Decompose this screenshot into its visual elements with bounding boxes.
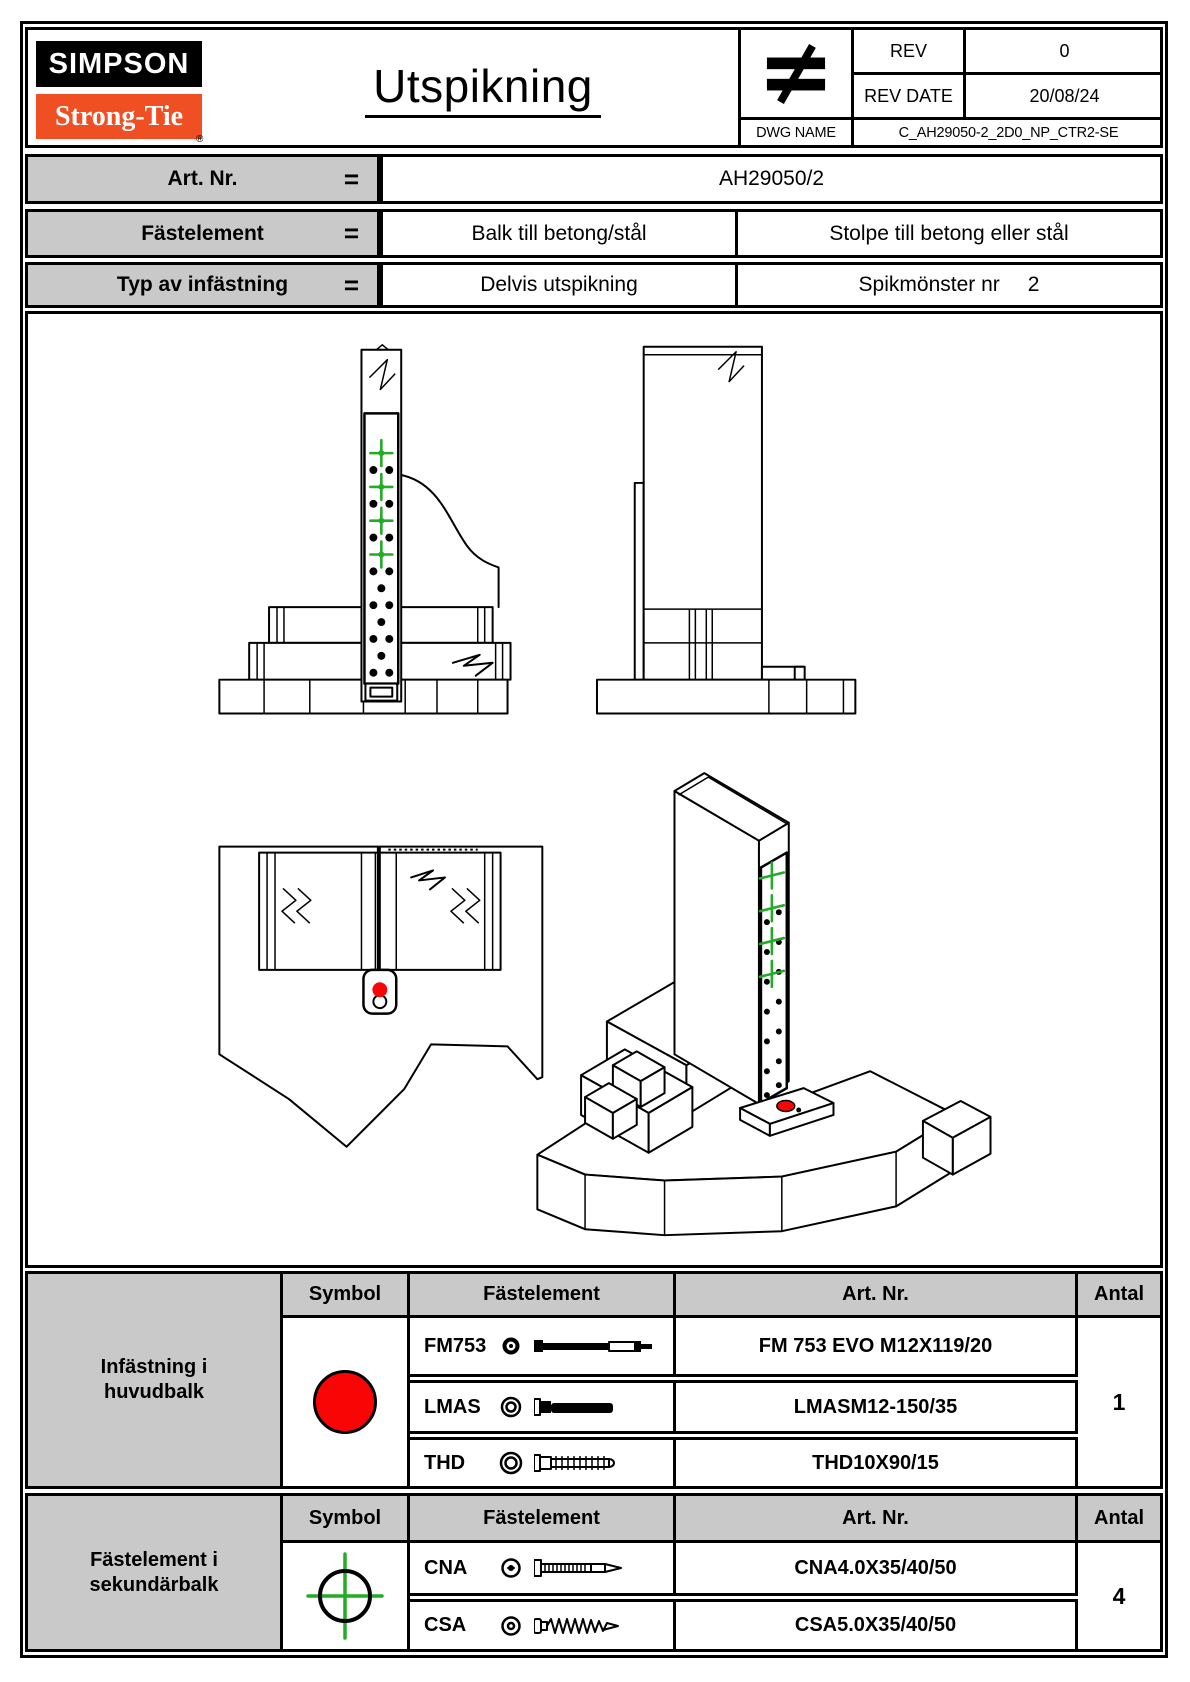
equals-sign: = bbox=[343, 269, 359, 300]
drawing-views bbox=[28, 314, 1160, 1265]
symbol-header: Symbol bbox=[283, 1496, 410, 1543]
lmas-bolt-icon bbox=[534, 1394, 656, 1420]
main-symbol-cell bbox=[283, 1318, 410, 1486]
fastener-row-lmas bbox=[410, 1380, 676, 1434]
revdate-label: REV DATE bbox=[851, 75, 963, 120]
post-side bbox=[644, 347, 762, 680]
fastener-right-cell bbox=[735, 209, 1163, 258]
logo-simpson-text: SIMPSON bbox=[36, 41, 202, 87]
cna-washer-icon bbox=[498, 1555, 524, 1581]
type-label-cell bbox=[25, 262, 380, 308]
dwgname-label: DWG NAME bbox=[756, 124, 836, 141]
fastener-name: THD bbox=[424, 1451, 466, 1474]
artnr-value-lmas: LMASM12-150/35 bbox=[676, 1380, 1078, 1434]
isometric-view bbox=[537, 773, 990, 1235]
equals-sign: = bbox=[343, 218, 359, 248]
thd-washer-icon bbox=[498, 1450, 524, 1476]
thd-screw-anchor-icon bbox=[534, 1450, 656, 1476]
fastener-row-thd bbox=[410, 1437, 676, 1486]
fastener-left-value: Balk till betong/stål bbox=[471, 221, 647, 245]
revdate-value: 20/08/24 bbox=[963, 75, 1163, 120]
artnr-value-cna: CNA4.0X35/40/50 bbox=[676, 1543, 1078, 1596]
fastener-name: FM753 bbox=[424, 1334, 487, 1357]
artnr-value: AH29050/2 bbox=[718, 167, 825, 190]
artnr-value-cell bbox=[380, 154, 1163, 204]
main-table-label-cell bbox=[28, 1274, 283, 1486]
logo-strongtie-text: Strong-Tie bbox=[36, 94, 202, 139]
type-label: Typ av infästning bbox=[116, 273, 289, 296]
equals-sign: = bbox=[343, 163, 359, 194]
secondary-fastener-table bbox=[25, 1493, 1163, 1652]
dwgname-value: C_AH29050-2_2D0_NP_CTR2-SE bbox=[851, 120, 1163, 145]
fastener-row-csa bbox=[410, 1599, 676, 1649]
artnr-label-cell bbox=[25, 154, 380, 204]
registered-mark: ® bbox=[196, 134, 204, 145]
csa-washer-icon bbox=[498, 1613, 524, 1639]
type-left-cell bbox=[380, 262, 738, 308]
fastener-row-cna bbox=[410, 1543, 676, 1596]
page-title: Utspikning bbox=[365, 59, 601, 118]
not-equal-cell bbox=[741, 30, 851, 120]
rev-value: 0 bbox=[963, 30, 1163, 75]
secondary-table-label-cell bbox=[28, 1496, 283, 1649]
cna-nail-icon bbox=[534, 1555, 656, 1581]
fastener-header: Fästelement bbox=[410, 1496, 676, 1543]
page-title-wrap bbox=[308, 52, 658, 124]
main-fastener-table bbox=[25, 1271, 1163, 1489]
green-crosshair-icon bbox=[303, 1551, 387, 1641]
red-circle-icon bbox=[313, 1370, 377, 1434]
drawing-area bbox=[25, 311, 1163, 1268]
fastener-label-cell bbox=[25, 209, 380, 258]
type-left-value: Delvis utspikning bbox=[480, 273, 638, 296]
main-qty-cell: 1 bbox=[1112, 1388, 1126, 1415]
fastener-name: CNA bbox=[424, 1556, 468, 1579]
main-table-label-2: huvudbalk bbox=[103, 1381, 204, 1403]
fastener-name: LMAS bbox=[424, 1395, 481, 1418]
pattern-label: Spikmönster nr bbox=[858, 273, 1000, 296]
secondary-table-label-2: sekundärbalk bbox=[89, 1573, 219, 1596]
side-view bbox=[597, 347, 855, 714]
iso-anchor-bolt-red bbox=[777, 1101, 795, 1112]
fm753-bolt-icon bbox=[534, 1333, 656, 1359]
simpson-strongtie-logo bbox=[36, 41, 204, 145]
anchor-bolt-marker-red bbox=[372, 982, 387, 997]
plan-view bbox=[219, 847, 542, 1147]
artnr-header: Art. Nr. bbox=[676, 1496, 1078, 1543]
not-equal-icon bbox=[765, 43, 827, 105]
title-block bbox=[738, 30, 1160, 145]
secondary-symbol-cell bbox=[283, 1543, 410, 1649]
csa-screw-icon bbox=[534, 1613, 656, 1639]
fastener-label: Fästelement bbox=[141, 221, 264, 245]
fm753-washer-icon bbox=[498, 1333, 524, 1359]
secondary-qty-cell: 4 bbox=[1112, 1582, 1126, 1609]
artnr-value-fm753: FM 753 EVO M12X119/20 bbox=[676, 1318, 1078, 1377]
lmas-washer-icon bbox=[498, 1394, 524, 1420]
rev-label: REV bbox=[851, 30, 963, 75]
artnr-value-csa: CSA5.0X35/40/50 bbox=[676, 1599, 1078, 1649]
fastener-right-value: Stolpe till betong eller stål bbox=[829, 221, 1069, 245]
fastener-row-fm753 bbox=[410, 1318, 676, 1377]
pattern-cell bbox=[735, 262, 1163, 308]
qty-header: Antal bbox=[1078, 1496, 1160, 1543]
header-bar bbox=[25, 27, 1163, 148]
artnr-label: Art. Nr. bbox=[167, 167, 238, 190]
iso-nail-plate bbox=[761, 853, 787, 1103]
artnr-value-thd: THD10X90/15 bbox=[676, 1437, 1078, 1486]
pattern-number: 2 bbox=[1027, 273, 1040, 296]
symbol-header: Symbol bbox=[283, 1274, 410, 1318]
fastener-name: CSA bbox=[424, 1614, 467, 1636]
front-view bbox=[219, 345, 510, 714]
iso-post bbox=[674, 791, 758, 1104]
secondary-table-label-1: Fästelement i bbox=[90, 1548, 218, 1571]
qty-header: Antal bbox=[1078, 1274, 1160, 1318]
fastener-header: Fästelement bbox=[410, 1274, 676, 1318]
artnr-header: Art. Nr. bbox=[676, 1274, 1078, 1318]
fastener-left-cell bbox=[380, 209, 738, 258]
main-table-label-1: Infästning i bbox=[100, 1356, 208, 1378]
